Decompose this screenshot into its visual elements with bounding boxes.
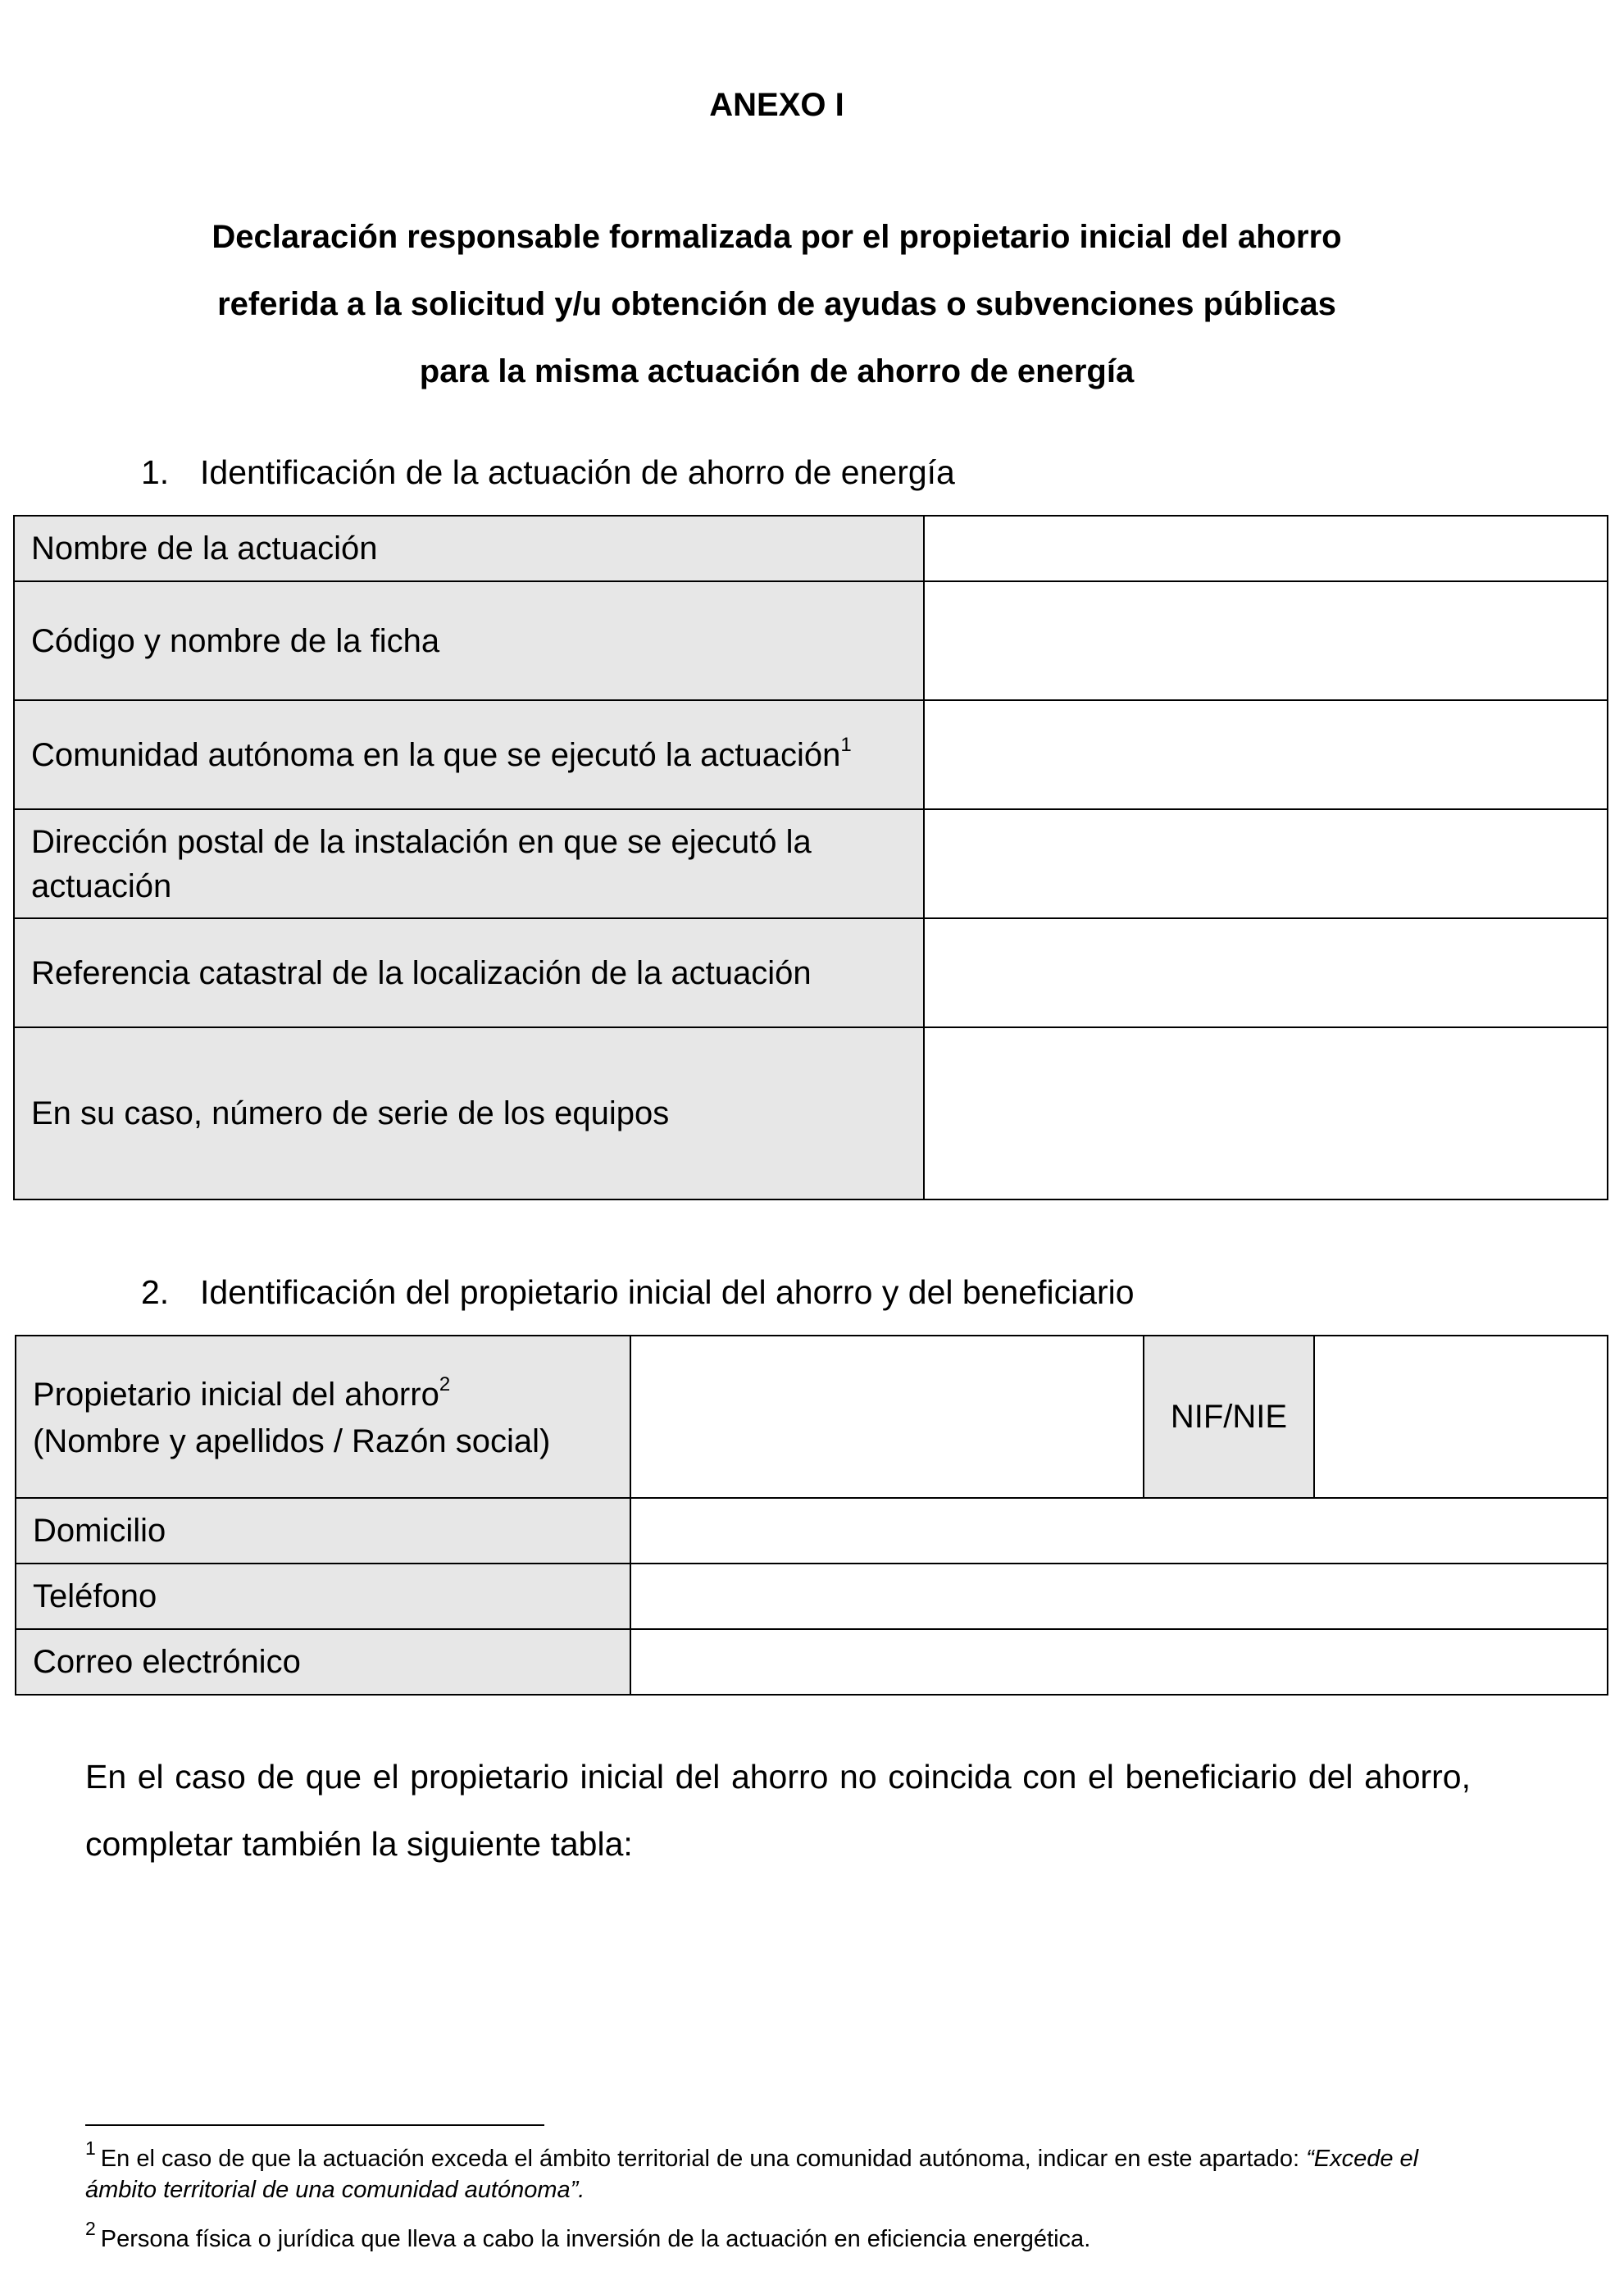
- sheet-code-name-field[interactable]: [924, 581, 1608, 700]
- table-row: [14, 1027, 1608, 1199]
- field-label: Teléfono: [16, 1564, 630, 1629]
- footnote-2: [85, 2218, 1479, 2255]
- table-row: [16, 1498, 1608, 1564]
- instruction-paragraph: En el caso de que el propietario inicial del ahorro no coincida con el beneficiario del ahorro, completar también la siguiente tabla:: [85, 1758, 1471, 1863]
- field-label: Nombre de la actuación: [14, 516, 924, 581]
- field-label: Código y nombre de la ficha: [14, 581, 924, 700]
- section-number: 2.: [141, 1273, 170, 1311]
- declaration-title-line: referida a la solicitud y/u obtención de ayudas o subvenciones públicas: [217, 286, 1336, 322]
- table-row: [16, 1336, 1608, 1498]
- declaration-title-line: Declaración responsable formalizada por el propietario inicial del ahorro: [212, 219, 1342, 255]
- nif-field[interactable]: [1314, 1336, 1608, 1498]
- footnote-1: [85, 2137, 1479, 2205]
- section-title: Identificación del propietario inicial del ahorro y del beneficiario: [200, 1273, 1135, 1311]
- nif-label: NIF/NIE: [1144, 1336, 1314, 1498]
- annex-title: ANEXO I: [709, 87, 844, 123]
- footnote-divider: [85, 2124, 544, 2126]
- owner-name-field[interactable]: [630, 1336, 1144, 1498]
- action-identification-table: [13, 515, 1608, 1200]
- owner-identification-table: [15, 1335, 1608, 1696]
- postal-address-field[interactable]: [924, 809, 1608, 918]
- table-row: [14, 918, 1608, 1027]
- table-row: [14, 809, 1608, 918]
- field-label: Domicilio: [16, 1498, 630, 1564]
- field-label-cell: [14, 700, 924, 809]
- section-2-heading: [141, 1269, 1135, 1315]
- field-label: Comunidad autónoma en la que se ejecutó la actuación: [31, 736, 841, 773]
- footnote-ref: 2: [439, 1373, 451, 1395]
- section-number: 1.: [141, 453, 170, 491]
- declaration-title: [82, 203, 1472, 405]
- section-1-heading: [141, 449, 955, 495]
- table-row: [16, 1564, 1608, 1629]
- autonomous-community-field[interactable]: [924, 700, 1608, 809]
- table-row: [16, 1629, 1608, 1695]
- footnote-ref: 1: [840, 733, 852, 756]
- field-label: Dirección postal de la instalación en que se ejecutó la actuación: [14, 809, 924, 918]
- table-row: [14, 516, 1608, 581]
- table-row: [14, 581, 1608, 700]
- owner-label-cell: [16, 1336, 630, 1498]
- action-name-field[interactable]: [924, 516, 1608, 581]
- section-title: Identificación de la actuación de ahorro de energía: [200, 453, 955, 491]
- table-row: [14, 700, 1608, 809]
- cadastral-reference-field[interactable]: [924, 918, 1608, 1027]
- footnote-italic-text: “Excede el ámbito territorial de una comunidad autónoma”.: [85, 2146, 1419, 2203]
- footnote-mark: 1: [85, 2137, 96, 2159]
- footnote-mark: 2: [85, 2218, 96, 2239]
- address-field[interactable]: [630, 1498, 1608, 1564]
- phone-field[interactable]: [630, 1564, 1608, 1629]
- field-label: Propietario inicial del ahorro: [33, 1377, 439, 1413]
- declaration-title-line: para la misma actuación de ahorro de energía: [419, 353, 1135, 389]
- field-sublabel: (Nombre y apellidos / Razón social): [33, 1423, 551, 1459]
- email-field[interactable]: [630, 1629, 1608, 1695]
- field-label: En su caso, número de serie de los equipos: [14, 1027, 924, 1199]
- footnote-text: Persona física o jurídica que lleva a cabo la inversión de la actuación en eficiencia energética.: [100, 2226, 1091, 2252]
- footnote-text: En el caso de que la actuación exceda el ámbito territorial de una comunidad autónoma, indicar en este apartado:: [100, 2146, 1307, 2172]
- field-label: Referencia catastral de la localización de la actuación: [14, 918, 924, 1027]
- field-label: Correo electrónico: [16, 1629, 630, 1695]
- serial-number-field[interactable]: [924, 1027, 1608, 1199]
